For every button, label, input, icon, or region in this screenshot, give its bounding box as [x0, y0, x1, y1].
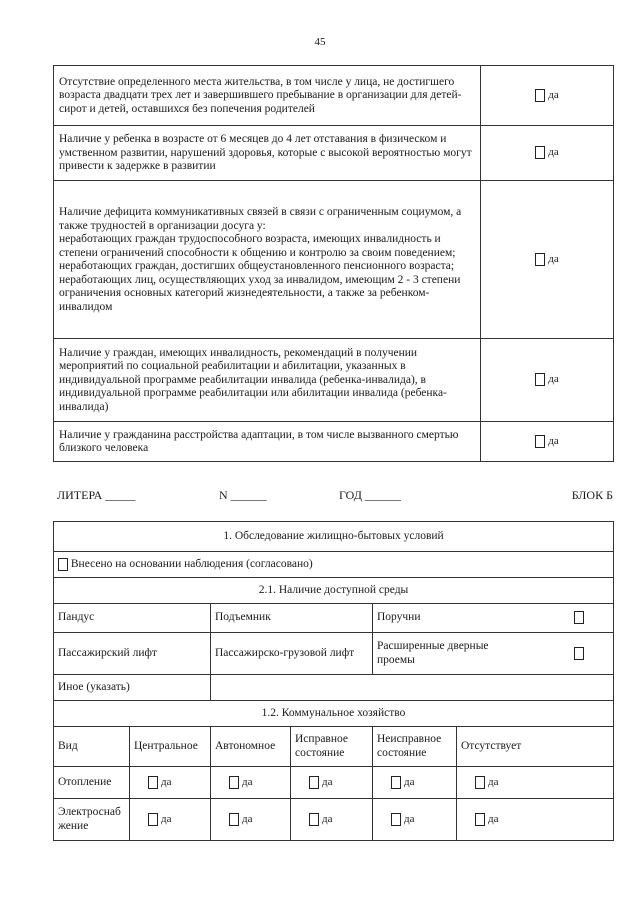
criterion-text: Наличие дефицита коммуникативных связей в связи с ограниченным социумом, а также трудностей в организации досуга у: неработающих граждан трудоспособного возраста, имеющих инвалидность и степени ограничений способности к общению и контролю за своим поведением; неработающих граждан, достигших общеустановленного пенсионного возраста; неработающих лиц, осуществляющих уход за инвалидом, имеющим 2 - 3 степени ограничения основных категорий жизнедеятельности, а также за ребенком-инвалидом	[54, 181, 481, 339]
yes-label: да	[161, 775, 172, 788]
number-field: N ______	[219, 488, 267, 502]
yes-label: да	[548, 252, 559, 265]
yes-checkbox[interactable]	[535, 146, 545, 159]
yes-label: да	[322, 812, 333, 825]
yes-checkbox[interactable]	[535, 253, 545, 266]
criterion-checkbox-cell	[481, 181, 614, 339]
column-header: Неисправное состояние	[373, 727, 457, 767]
utility-option-cell	[291, 799, 373, 841]
table-row	[54, 578, 614, 604]
table-row	[54, 126, 614, 181]
year-field: ГОД ______	[339, 488, 401, 502]
yes-checkbox[interactable]	[535, 89, 545, 102]
other-label: Иное (указать)	[54, 675, 211, 701]
criterion-text: Наличие у ребенка в возрасте от 6 месяцев до 4 лет отставания в физическом и умственном развитии, нарушений здоровья, которые с высокой вероятностью могут привести к задержке в развитии	[54, 126, 481, 181]
table-row	[54, 522, 614, 552]
utility-option-cell	[130, 799, 211, 841]
wide-doors-label: Расширенные дверные проемы	[373, 633, 513, 675]
table-row	[54, 675, 614, 701]
table-row	[54, 799, 614, 841]
ramp-label: Пандус	[54, 604, 211, 633]
table-row	[54, 552, 614, 578]
yes-checkbox[interactable]	[148, 776, 158, 789]
yes-label: да	[488, 812, 499, 825]
utility-option-cell	[291, 767, 373, 799]
criterion-checkbox-cell	[481, 422, 614, 462]
row-label: Отопление	[54, 767, 130, 799]
yes-checkbox[interactable]	[229, 776, 239, 789]
table-row	[54, 633, 614, 675]
yes-checkbox[interactable]	[475, 813, 485, 826]
column-header: Автономное	[211, 727, 291, 767]
yes-label: да	[548, 373, 559, 386]
section-1-2-title: 1.2. Коммунальное хозяйство	[54, 701, 614, 727]
table-row	[54, 422, 614, 462]
wide-doors-checkbox[interactable]	[574, 647, 584, 660]
table-row	[54, 604, 614, 633]
column-header: Исправное состояние	[291, 727, 373, 767]
yes-checkbox[interactable]	[535, 435, 545, 448]
table-row	[54, 767, 614, 799]
yes-label: да	[488, 775, 499, 788]
observation-label: Внесено на основании наблюдения (согласовано)	[70, 557, 313, 570]
litera-field: ЛИТЕРА _____	[57, 488, 136, 502]
row-label: Электроснаб жение	[54, 799, 130, 841]
yes-label: да	[404, 775, 415, 788]
column-header: Центральное	[130, 727, 211, 767]
yes-checkbox[interactable]	[229, 813, 239, 826]
utility-option-cell	[373, 799, 457, 841]
yes-label: да	[161, 812, 172, 825]
criterion-text: Отсутствие определенного места жительства, в том числе у лица, не достигшего возраста двадцати трех лет и завершившего пребывание в организации для детей-сирот и детей, оставшихся без попечения родителей	[54, 66, 481, 126]
block-label: БЛОК Б	[571, 488, 613, 502]
yes-checkbox[interactable]	[309, 813, 319, 826]
yes-checkbox[interactable]	[148, 813, 158, 826]
criterion-text: Наличие у граждан, имеющих инвалидность, рекомендаций в получении мероприятий по социальной реабилитации и абилитации, указанных в индивидуальной программе реабилитации инвалида (ребенка-инвалида), в индивидуальной программе реабилитации или абилитации инвалида (ребенка-инвалида)	[54, 339, 481, 422]
section-1-title: 1. Обследование жилищно-бытовых условий	[54, 522, 614, 552]
yes-label: да	[242, 812, 253, 825]
lift-label: Подъемник	[211, 604, 373, 633]
yes-label: да	[548, 146, 559, 159]
handrails-checkbox-cell	[513, 604, 614, 633]
column-header: Вид	[54, 727, 130, 767]
criteria-table	[53, 65, 614, 462]
yes-checkbox[interactable]	[535, 373, 545, 386]
utility-option-cell	[130, 767, 211, 799]
yes-label: да	[548, 434, 559, 447]
observation-checkbox[interactable]	[58, 558, 68, 571]
table-row	[54, 727, 614, 767]
yes-label: да	[548, 88, 559, 101]
utility-option-cell	[211, 767, 291, 799]
handrails-checkbox[interactable]	[574, 611, 584, 624]
other-input-field[interactable]	[211, 675, 614, 701]
table-row	[54, 339, 614, 422]
utility-option-cell	[457, 799, 614, 841]
page-number: 45	[314, 36, 326, 48]
table-row	[54, 66, 614, 126]
yes-checkbox[interactable]	[391, 813, 401, 826]
block-b-table	[53, 521, 614, 841]
yes-label: да	[322, 775, 333, 788]
criterion-checkbox-cell	[481, 339, 614, 422]
criterion-text: Наличие у гражданина расстройства адаптации, в том числе вызванного смертью близкого человека	[54, 422, 481, 462]
yes-checkbox[interactable]	[475, 776, 485, 789]
utility-option-cell	[211, 799, 291, 841]
observation-cell	[54, 552, 614, 578]
section-2-1-title: 2.1. Наличие доступной среды	[54, 578, 614, 604]
handrails-label: Поручни	[373, 604, 513, 633]
utility-option-cell	[457, 767, 614, 799]
passenger-elevator-label: Пассажирский лифт	[54, 633, 211, 675]
utility-option-cell	[373, 767, 457, 799]
yes-label: да	[242, 775, 253, 788]
freight-elevator-label: Пассажирско-грузовой лифт	[211, 633, 373, 675]
column-header: Отсутствует	[457, 727, 614, 767]
yes-checkbox[interactable]	[309, 776, 319, 789]
table-row	[54, 701, 614, 727]
yes-checkbox[interactable]	[391, 776, 401, 789]
criterion-checkbox-cell	[481, 126, 614, 181]
wide-doors-checkbox-cell	[513, 633, 614, 675]
yes-label: да	[404, 812, 415, 825]
criterion-checkbox-cell	[481, 66, 614, 126]
table-row	[54, 181, 614, 339]
